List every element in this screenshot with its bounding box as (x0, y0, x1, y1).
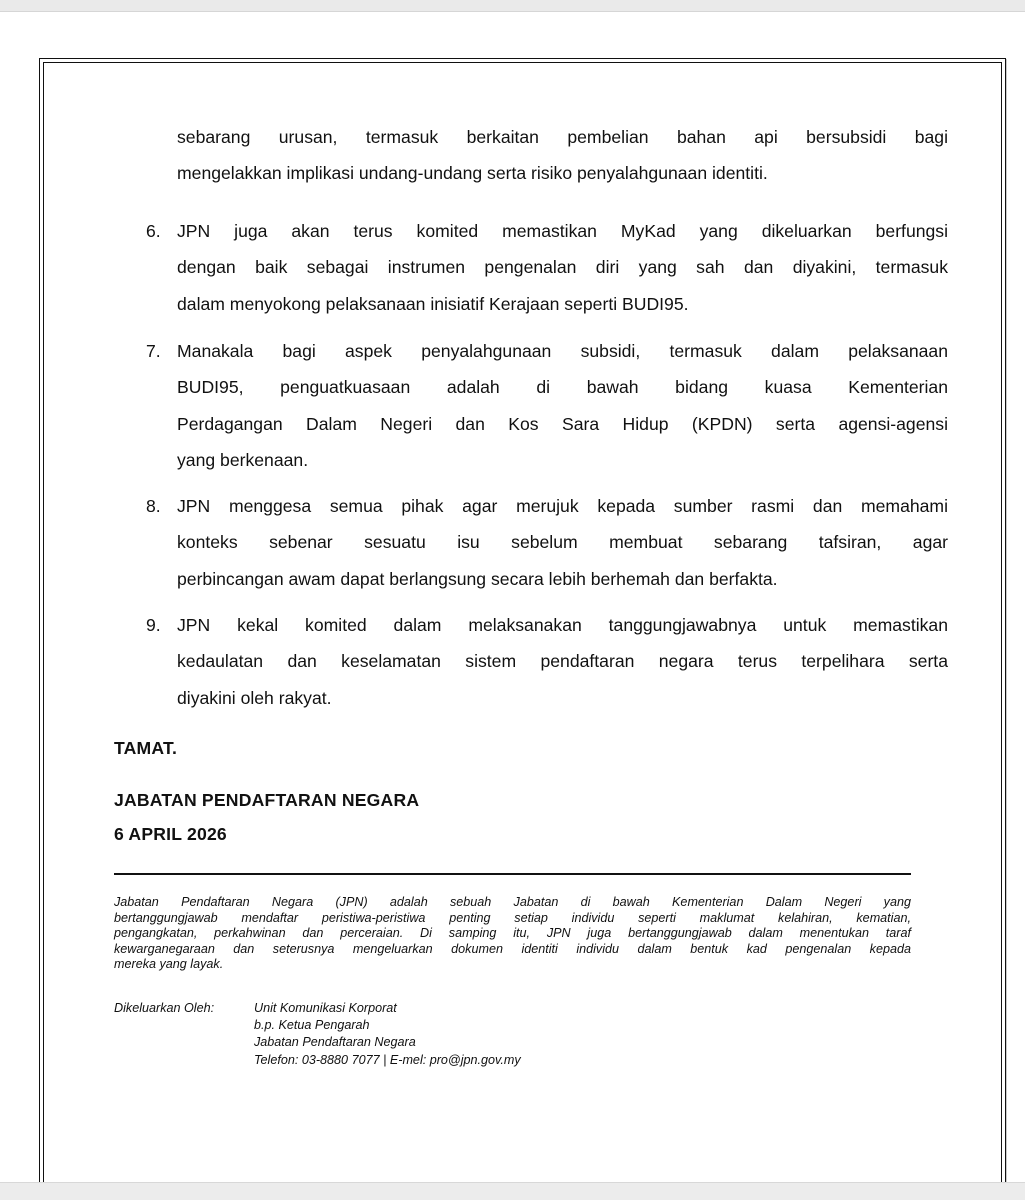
page-inner-border (43, 62, 1002, 1198)
paragraph-line: mengelakkan implikasi undang-undang serta risiko penyalahgunaan identiti. (177, 163, 768, 184)
footer-divider (114, 873, 911, 875)
about-jpn (114, 895, 911, 973)
paragraph-number: 6. (146, 221, 161, 241)
viewer-bottom-bar (0, 1182, 1025, 1200)
issuer-contact: Telefon: 03-8880 7077 | E-mel: pro@jpn.gov.my (254, 1052, 521, 1067)
paragraph-continuation (177, 119, 948, 192)
end-marker: TAMAT. (114, 738, 178, 758)
issuer-on-behalf: b.p. Ketua Pengarah (254, 1018, 370, 1033)
paragraph-line: dengan baik sebagai instrumen pengenalan diri yang sah dan diyakini, termasuk (177, 257, 948, 278)
paragraph-line: JPN menggesa semua pihak agar merujuk kepada sumber rasmi dan memahami (177, 496, 948, 516)
about-line: kewarganegaraan dan seterusnya mengeluarkan dokumen identiti individu dalam bentuk kad pengenalan kepada (114, 941, 911, 956)
issuer-department: Jabatan Pendaftaran Negara (254, 1035, 416, 1050)
department-name: JABATAN PENDAFTARAN NEGARA (114, 790, 420, 810)
issuer-label: Dikeluarkan Oleh: (114, 1001, 215, 1015)
paragraph-number: 8. (146, 496, 161, 516)
paragraph-7 (146, 333, 948, 479)
release-date: 6 APRIL 2026 (114, 824, 227, 844)
paragraph-line: yang berkenaan. (177, 450, 309, 471)
paragraph-line: BUDI95, penguatkuasaan adalah di bawah bidang kuasa Kementerian (177, 377, 948, 398)
paragraph-line: diyakini oleh rakyat. (177, 687, 332, 708)
paragraph-line: konteks sebenar sesuatu isu sebelum membuat sebarang tafsiran, agar (177, 532, 948, 553)
paragraph-line: sebarang urusan, termasuk berkaitan pembelian bahan api bersubsidi bagi (177, 127, 948, 147)
paragraph-line: kedaulatan dan keselamatan sistem pendaftaran negara terus terpelihara serta (177, 651, 948, 672)
issuer-unit: Unit Komunikasi Korporat (254, 1001, 397, 1015)
about-line: bertanggungjawab mendaftar peristiwa-peristiwa penting setiap individu seperti maklumat kelahiran, kematian, (114, 910, 911, 925)
paragraph-number: 7. (146, 341, 161, 361)
paragraph-number: 9. (146, 615, 161, 635)
document-page (39, 58, 1006, 1198)
about-line: mereka yang layak. (114, 957, 224, 972)
about-line: Jabatan Pendaftaran Negara (JPN) adalah sebuah Jabatan di bawah Kementerian Dalam Negeri yang (114, 895, 911, 909)
paragraph-9 (146, 607, 948, 716)
paragraph-line: Perdagangan Dalam Negeri dan Kos Sara Hidup (KPDN) serta agensi-agensi (177, 413, 948, 434)
paragraph-6 (146, 213, 948, 322)
issuer-details (254, 1000, 674, 1069)
paragraph-line: Manakala bagi aspek penyalahgunaan subsidi, termasuk dalam pelaksanaan (177, 341, 948, 361)
paragraph-line: JPN kekal komited dalam melaksanakan tanggungjawabnya untuk memastikan (177, 615, 948, 635)
paragraph-line: perbincangan awam dapat berlangsung secara lebih berhemah dan berfakta. (177, 568, 778, 589)
about-line: pengangkatan, perkahwinan dan perceraian. Di samping itu, JPN juga bertanggungjawab dalam menentukan taraf (114, 926, 911, 941)
viewer-top-bar (0, 0, 1025, 12)
paragraph-line: dalam menyokong pelaksanaan inisiatif Kerajaan seperti BUDI95. (177, 293, 689, 314)
document-viewer[interactable] (0, 12, 1025, 1182)
paragraph-line: JPN juga akan terus komited memastikan MyKad yang dikeluarkan berfungsi (177, 221, 948, 241)
paragraph-8 (146, 488, 948, 597)
